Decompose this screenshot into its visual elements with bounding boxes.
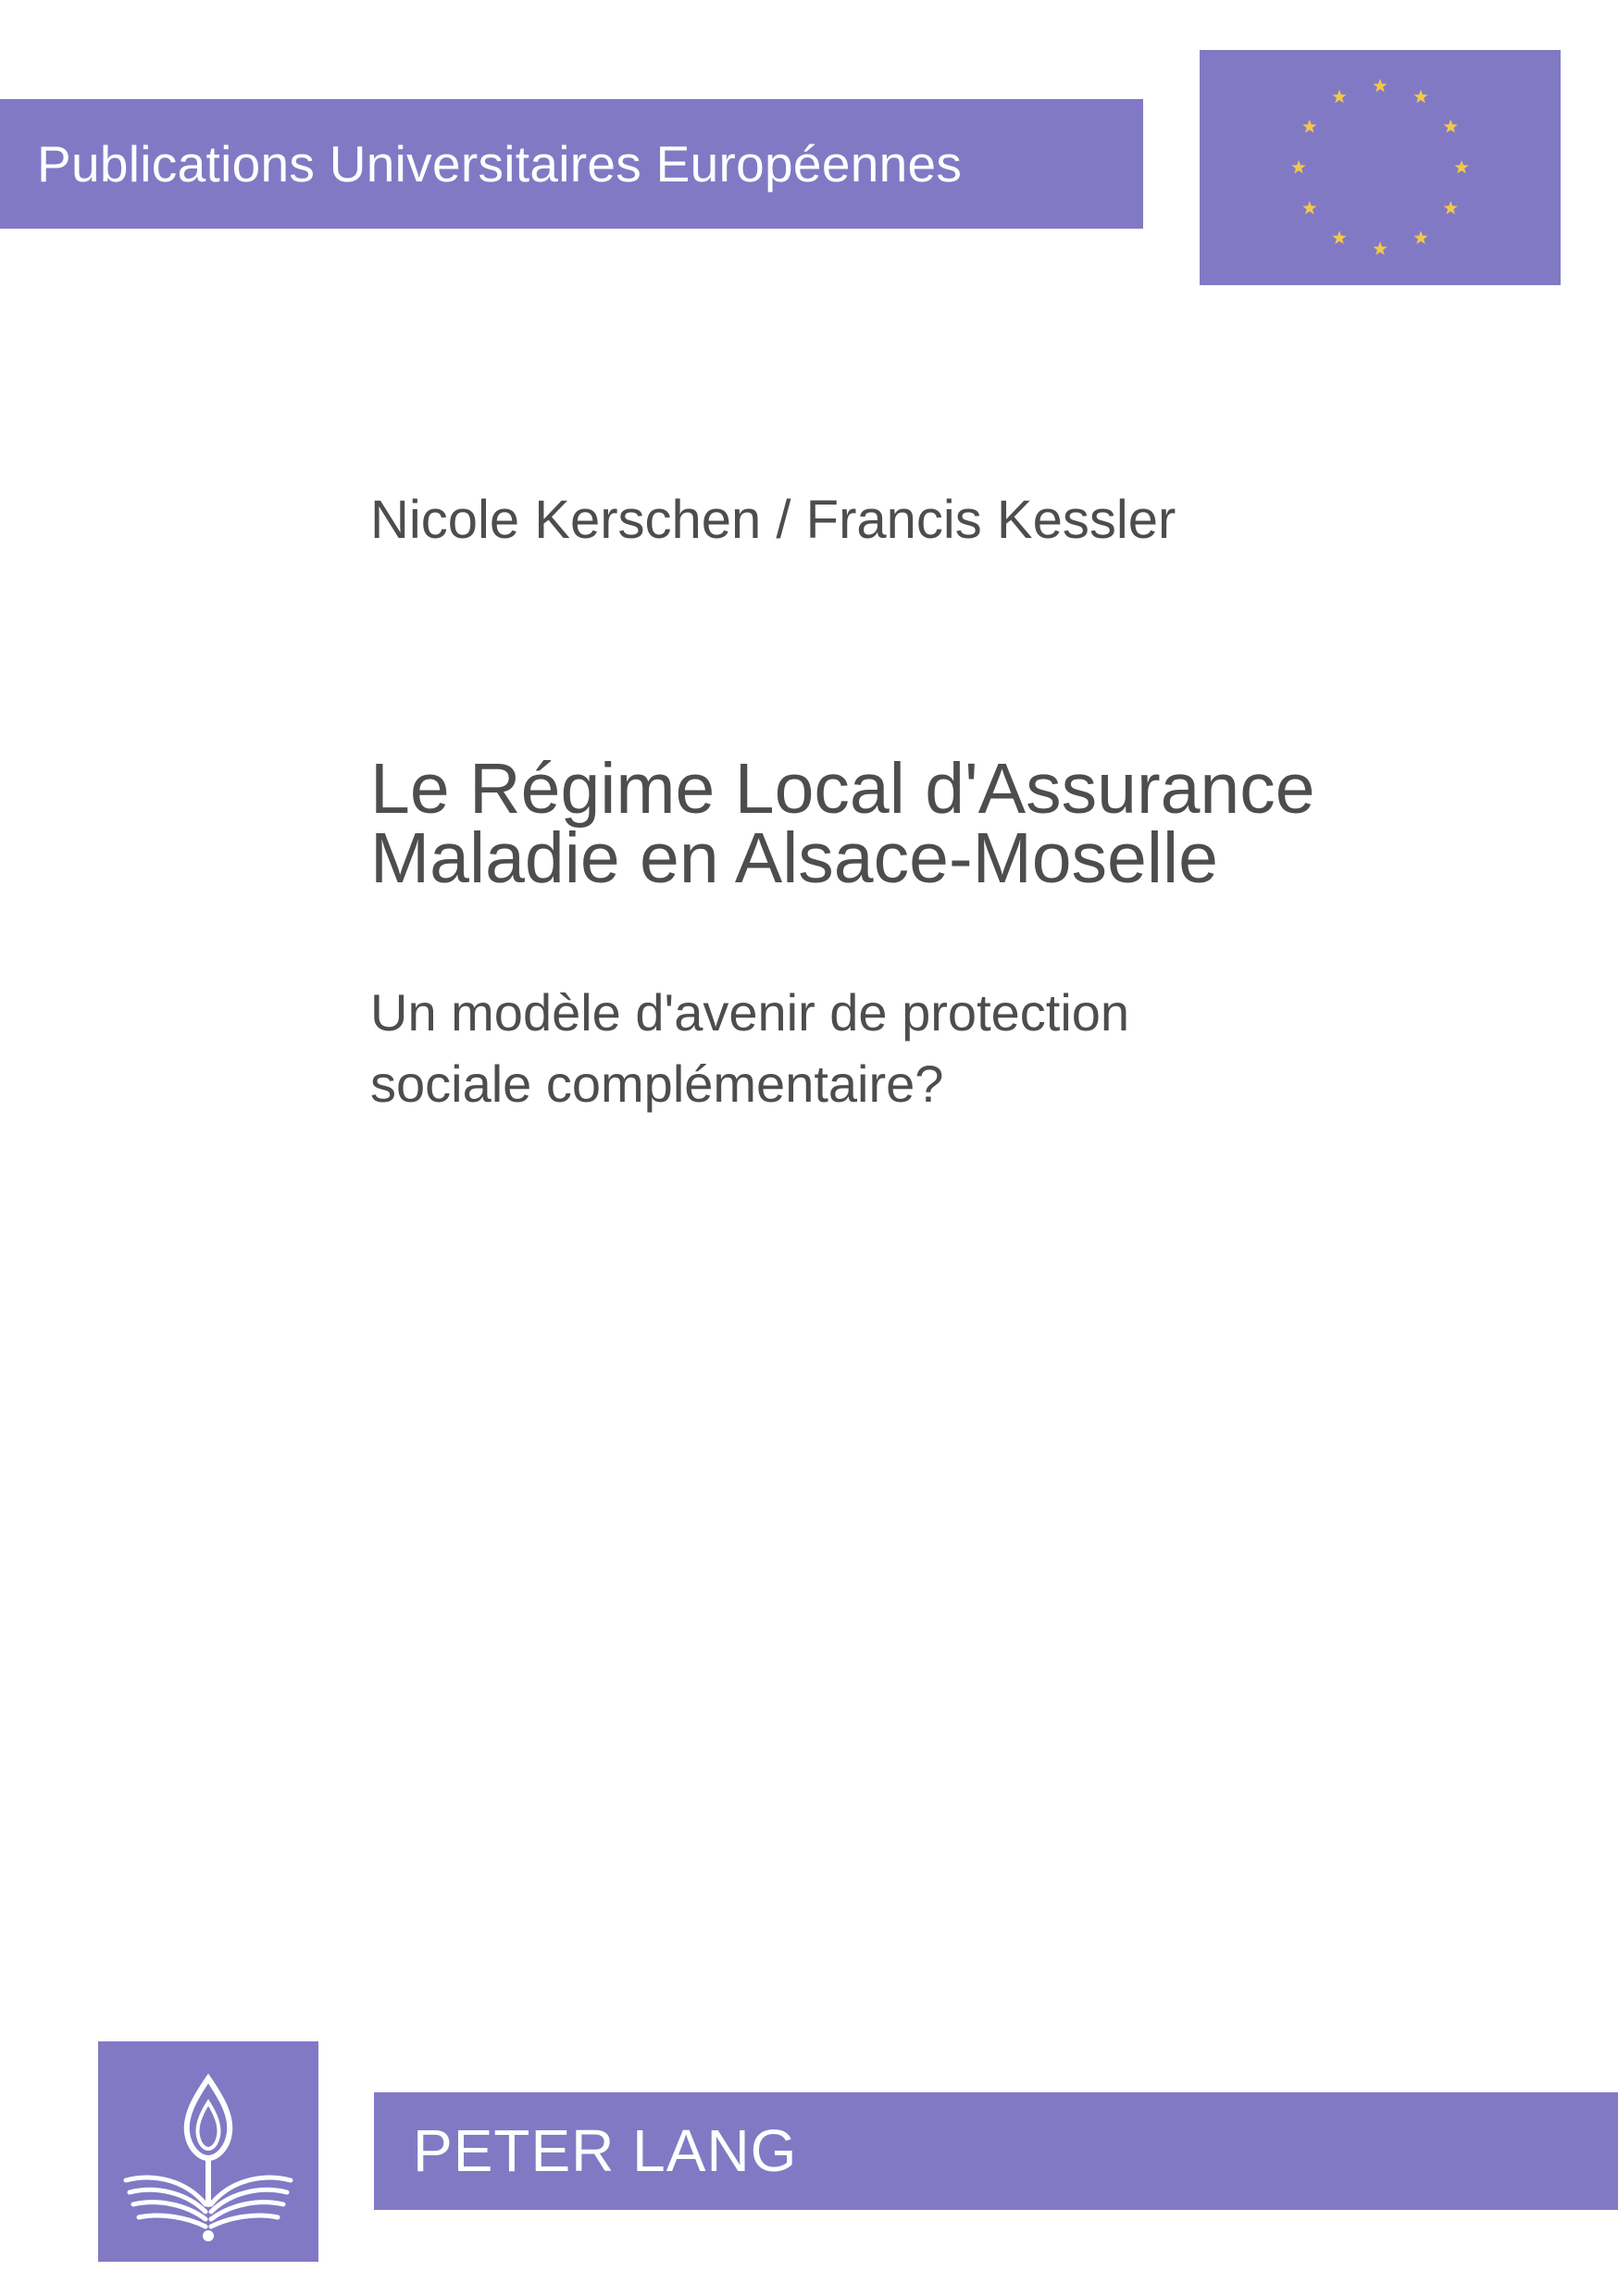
series-band	[0, 99, 1143, 229]
star-icon	[1373, 242, 1387, 255]
book-subtitle-line-1: Un modèle d'avenir de protection	[370, 983, 1130, 1042]
book-title-line-2: Maladie en Alsace-Moselle	[370, 818, 1218, 898]
book-title-line-1: Le Régime Local d'Assurance	[370, 749, 1315, 829]
eu-stars-circle-icon	[1200, 50, 1561, 285]
star-icon	[1413, 231, 1427, 243]
publisher-band	[374, 2092, 1618, 2210]
star-icon	[1373, 79, 1387, 92]
star-icon	[1413, 90, 1427, 103]
star-icon	[1444, 201, 1458, 214]
star-icon	[1291, 160, 1305, 173]
book-subtitle	[370, 977, 1129, 1119]
peter-lang-logo-icon	[98, 2041, 318, 2262]
book-subtitle-line-2: sociale complémentaire?	[370, 1054, 944, 1113]
star-icon	[1302, 119, 1316, 132]
series-title: Publications Universitaires Européennes	[37, 135, 963, 193]
eu-flag	[1200, 50, 1561, 285]
star-icon	[1454, 160, 1468, 173]
star-icon	[1302, 201, 1316, 214]
book-authors: Nicole Kerschen / Francis Kessler	[370, 490, 1176, 550]
star-icon	[1444, 119, 1458, 132]
publisher-name: PETER LANG	[413, 2117, 798, 2184]
book-title	[370, 749, 1315, 898]
publisher-logo-box	[98, 2041, 318, 2262]
star-icon	[1332, 90, 1346, 103]
star-icon	[1332, 231, 1346, 243]
